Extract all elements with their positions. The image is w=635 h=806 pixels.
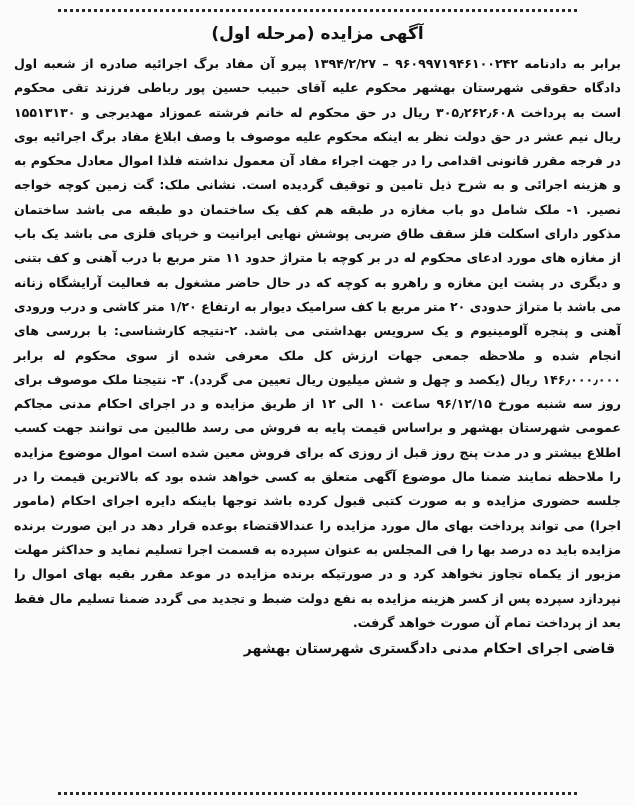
bottom-decorative-border — [58, 792, 577, 795]
notice-signature: قاضی اجرای احکام مدنی دادگستری شهرستان بهشهر — [243, 641, 615, 658]
auction-notice — [14, 22, 621, 786]
notice-title: آگهی مزایده (مرحله اول) — [211, 24, 424, 44]
top-decorative-border — [58, 9, 577, 12]
notice-body: برابر به دادنامه ۹۶۰۹۹۷۱۹۴۶۱۰۰۲۴۲ – ۱۳۹۴/۲/۲۷ پیرو آن مفاد برگ اجرائیه صادره از شعبه اول دادگاه حقوقی شهرستان بهشهر محکوم علیه آقای حبیب حسین پور رباطی فرزند تقی محکوم است به پرداخت ۳۰۵٫۲۶۲٫۶۰۸ ریال در حق محکوم له خانم فرشته عموزاد مهدیرجی و ۱۵۵۱۳۱۳۰ ریال نیم عشر در حق دولت نظر به اینکه محکوم علیه موصوف با وصف ابلاغ مفاد برگ اجرائیه بوی در فرجه مقرر قانونی اقدامی را در جهت اجراء مفاد آن معمول نداشته فلذا اموال معادل محکوم به و هزینه اجرائی و به شرح ذیل تامین و توقیف گردیده است. نشانی ملک: گت زمین کوچه خواجه نصیر. ۱- ملک شامل دو باب مغازه در طبقه هم کف یک ساختمان دو طبقه می باشد ساختمان مذکور دارای اسکلت فلز سقف طاق ضربی پوشش نهایی ایرانیت و خرپای فلزی می باشد یک باب از مغازه های مورد ادعای محکوم له در بر کوچه با متراژ حدود ۱۱ متر مربع با درب آهنی و کف بتنی و دیگری در پشت این مغازه و راهرو به کوچه که در حال حاضر مشغول به فعالیت آرایشگاه زنانه می باشد با متراژ حدودی ۲۰ متر مربع با کف سرامیک دیوار به ارتفاع ۱/۲۰ متر کاشی و درب ورودی آهنی و پنجره آلومینیوم و یک سرویس بهداشتی می باشد. ۲-نتیجه کارشناسی: با بررسی های انجام شده و ملاحظه جمعی جهات ارزش کل ملک معرفی شده از سوی محکوم له برابر ۱۴۶٫۰۰۰٫۰۰۰ ریال (یکصد و چهل و شش میلیون ریال تعیین می گردد). ۳- نتیجتا ملک موصوف برای روز سه شنبه مورخ ۹۶/۱۲/۱۵ ساعت ۱۰ الی ۱۲ از طریق مزایده و در اجرای احکام مدنی مجاکم عمومی شهرستان بهشهر و براساس قیمت پایه به فروش می رسد طالبین می توانند جهت کسب اطلاع بیشتر و در مدت پنج روز قبل از روزی که برای فروش معین شده است اموال موضوع مزایده را ملاحظه نمایند ضمنا مال موضوع آگهی متعلق به کسی خواهد شده بود که بالاترین قیمت را در جلسه حضوری مزایده و به صورت کتبی قبول کرده باشد توجها باینکه دایره اجرای احکام (مامور اجرا) می تواند پرداخت بهای مال مورد مزایده را عندالاقتضاء بوعده قرار دهد در این صورت برنده مزایده باید ده درصد بها را فی المجلس به عنوان سپرده به قسمت اجرا تسلیم نماید و حداکثر مهلت مزبور از یکماه تجاوز نخواهد کرد و در صورتیکه برنده مزایده در موعد مقرر بقیه بهای اموال را نپردازد سپرده پس از کسر هزینه مزایده به نفع دولت ضبط و تجدید می گردد ضمنا تسلیم مال فقط بعد از پرداخت تمام آن صورت خواهد گرفت. — [14, 56, 622, 630]
